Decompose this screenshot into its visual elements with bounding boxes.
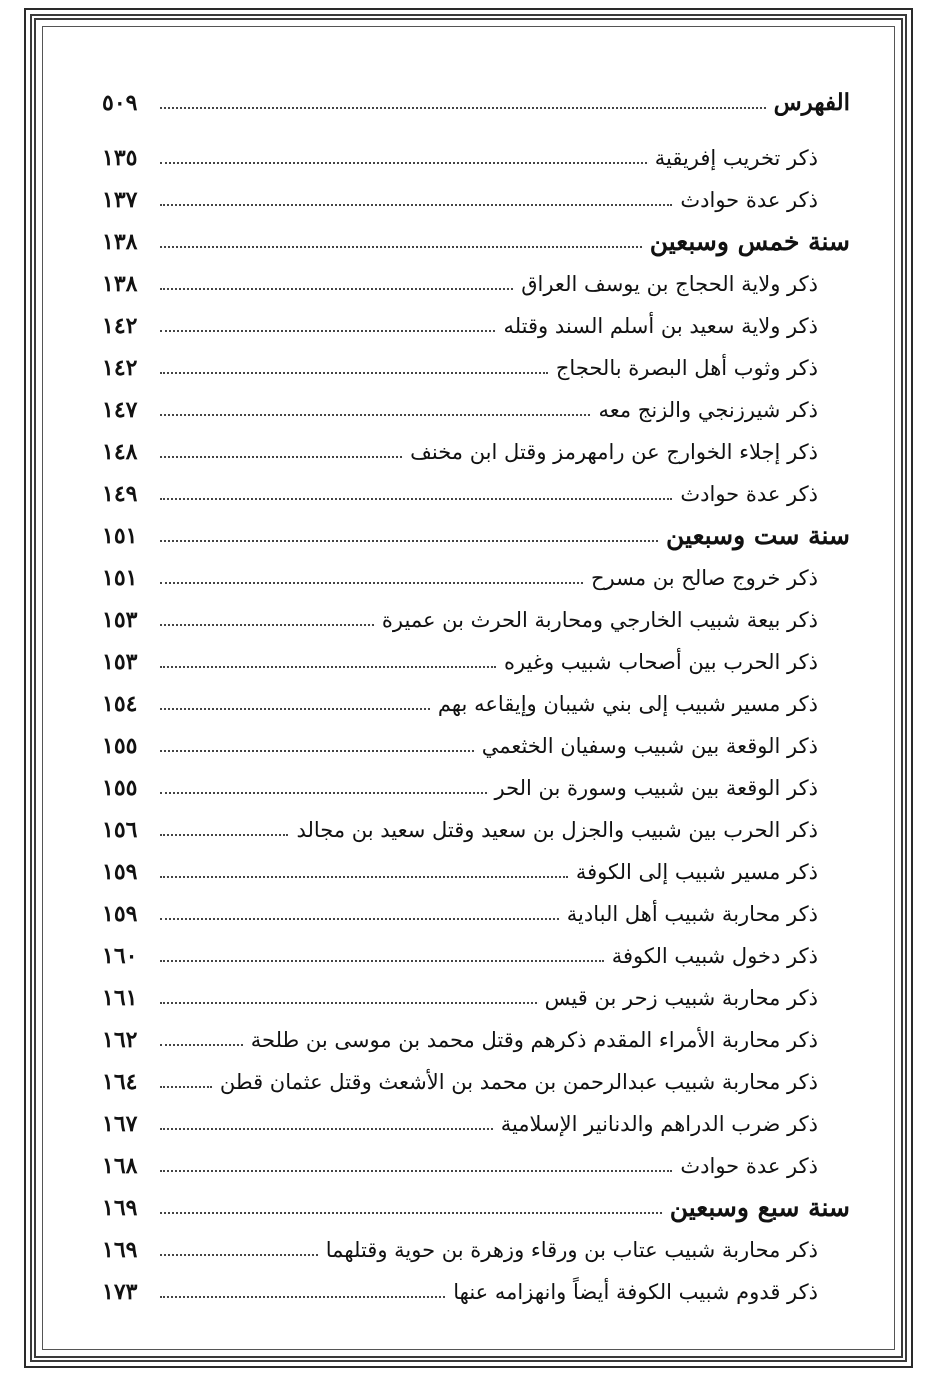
entry-page-number: ١٦٤ [102,1069,138,1095]
toc-entry [100,725,850,761]
entry-title: ذكر محاربة شبيب عتاب بن ورقاء وزهرة بن حوية وقتلهما [325,1238,818,1262]
toc-entry [100,809,850,845]
toc-year-heading [100,1187,850,1223]
entry-title: ذكر الحرب بين شبيب والجزل بن سعيد وقتل سعيد بن مجالد [296,818,818,842]
entry-page-number: ١٦٢ [102,1027,138,1053]
entry-page-number: ١٥١ [102,523,138,549]
dot-leader [160,791,487,794]
dot-leader [160,749,474,752]
toc-entry [100,557,850,593]
toc-entry [100,935,850,971]
header-page-number: ٥٠٩ [102,90,138,116]
entry-title: ذكر شيرزنجي والزنج معه [598,398,818,422]
entry-page-number: ١٤٨ [102,439,138,465]
entry-page-number: ١٥١ [102,565,138,591]
dot-leader [160,1211,662,1214]
entry-title: ذكر وثوب أهل البصرة بالحجاج [555,356,818,380]
dot-leader [160,1043,243,1046]
toc-year-heading [100,221,850,257]
entry-page-number: ١٥٣ [102,649,138,675]
dot-leader [160,1169,672,1172]
dot-leader [160,287,513,290]
entry-title: ذكر إجلاء الخوارج عن رامهرمز وقتل ابن مخنف [410,440,818,464]
toc-entry [100,263,850,299]
dot-leader [160,959,604,962]
entry-title: ذكر مسير شبيب إلى الكوفة [575,860,818,884]
toc-entry [100,683,850,719]
entry-title: ذكر محاربة شبيب عبدالرحمن بن محمد بن الأشعث وقتل عثمان قطن [219,1070,818,1094]
entry-page-number: ١٣٨ [102,271,138,297]
dot-leader [160,1295,445,1298]
entry-page-number: ١٤٧ [102,397,138,423]
toc-entry [100,1229,850,1265]
entry-title: ذكر ضرب الدراهم والدنانير الإسلامية [500,1112,818,1136]
entry-page-number: ١٦٧ [102,1111,138,1137]
toc-entry [100,893,850,929]
toc-entry [100,977,850,1013]
dot-leader [160,1085,212,1088]
dot-leader [160,497,672,500]
toc-entry [100,137,850,173]
entry-page-number: ١٦٩ [102,1195,138,1221]
entry-page-number: ١٥٦ [102,817,138,843]
toc-year-heading [100,515,850,551]
entry-page-number: ١٦١ [102,985,138,1011]
toc-entry [100,599,850,635]
toc-entry [100,1145,850,1181]
dot-leader [160,623,374,626]
entry-page-number: ١٣٧ [102,187,138,213]
entry-title: ذكر محاربة شبيب أهل البادية [566,902,818,926]
dot-leader [160,707,430,710]
dot-leader [160,371,548,374]
toc-entry [100,431,850,467]
entry-page-number: ١٣٥ [102,145,138,171]
dot-leader [160,1001,537,1004]
entry-page-number: ١٥٩ [102,859,138,885]
toc-page [100,82,850,1322]
dot-leader [160,161,647,164]
entry-page-number: ١٥٤ [102,691,138,717]
entry-page-number: ١٥٣ [102,607,138,633]
entry-title: ذكر عدة حوادث [680,482,818,506]
dot-leader [160,329,495,332]
toc-entry [100,179,850,215]
dot-leader [160,203,672,206]
entry-page-number: ١٣٨ [102,229,138,255]
toc-header [100,82,850,118]
year-title: سنة خمس وسبعين [649,227,850,256]
entry-title: ذكر مسير شبيب إلى بني شيبان وإيقاعه بهم [437,692,818,716]
toc-entry [100,1271,850,1307]
entry-title: ذكر قدوم شبيب الكوفة أيضاً وانهزامه عنها [453,1280,818,1304]
dot-leader [160,413,590,416]
entry-title: ذكر عدة حوادث [680,188,818,212]
dot-leader [160,245,642,248]
entry-page-number: ١٥٥ [102,775,138,801]
entry-page-number: ١٥٩ [102,901,138,927]
dot-leader [160,875,568,878]
entry-title: ذكر عدة حوادث [680,1154,818,1178]
entry-title: ذكر الوقعة بين شبيب وسفيان الخثعمي [481,734,818,758]
toc-entry [100,851,850,887]
toc-entry [100,305,850,341]
dot-leader [160,581,583,584]
dot-leader [160,106,766,109]
entry-title: ذكر الحرب بين أصحاب شبيب وغيره [504,650,818,674]
toc-entry [100,1061,850,1097]
dot-leader [160,1127,493,1130]
toc-entry [100,347,850,383]
entry-page-number: ١٧٣ [102,1279,138,1305]
entry-page-number: ١٤٩ [102,481,138,507]
dot-leader [160,665,496,668]
dot-leader [160,455,402,458]
toc-entry [100,1103,850,1139]
year-title: سنة سبع وسبعين [669,1193,850,1222]
entry-title: ذكر ولاية سعيد بن أسلم السند وقتله [503,314,818,338]
dot-leader [160,833,288,836]
year-title: سنة ست وسبعين [666,521,850,550]
dot-leader [160,539,658,542]
toc-entry [100,641,850,677]
dot-leader [160,917,559,920]
toc-entry [100,389,850,425]
entry-page-number: ١٦٨ [102,1153,138,1179]
header-title: الفهرس [773,89,850,116]
entry-page-number: ١٤٢ [102,355,138,381]
entry-title: ذكر بيعة شبيب الخارجي ومحاربة الحرث بن عميرة [381,608,818,632]
entry-page-number: ١٦٩ [102,1237,138,1263]
dot-leader [160,1253,318,1256]
entry-title: ذكر خروج صالح بن مسرح [590,566,818,590]
entry-page-number: ١٥٥ [102,733,138,759]
entry-title: ذكر ولاية الحجاج بن يوسف العراق [521,272,818,296]
entry-title: ذكر محاربة الأمراء المقدم ذكرهم وقتل محمد بن موسى بن طلحة [250,1028,818,1052]
entry-title: ذكر تخريب إفريقية [654,146,818,170]
entry-page-number: ١٦٠ [102,943,138,969]
toc-entry [100,473,850,509]
entry-page-number: ١٤٢ [102,313,138,339]
entry-title: ذكر محاربة شبيب زحر بن قيس [544,986,818,1010]
entry-title: ذكر دخول شبيب الكوفة [611,944,818,968]
entry-title: ذكر الوقعة بين شبيب وسورة بن الحر [494,776,818,800]
toc-entry [100,767,850,803]
toc-entry [100,1019,850,1055]
